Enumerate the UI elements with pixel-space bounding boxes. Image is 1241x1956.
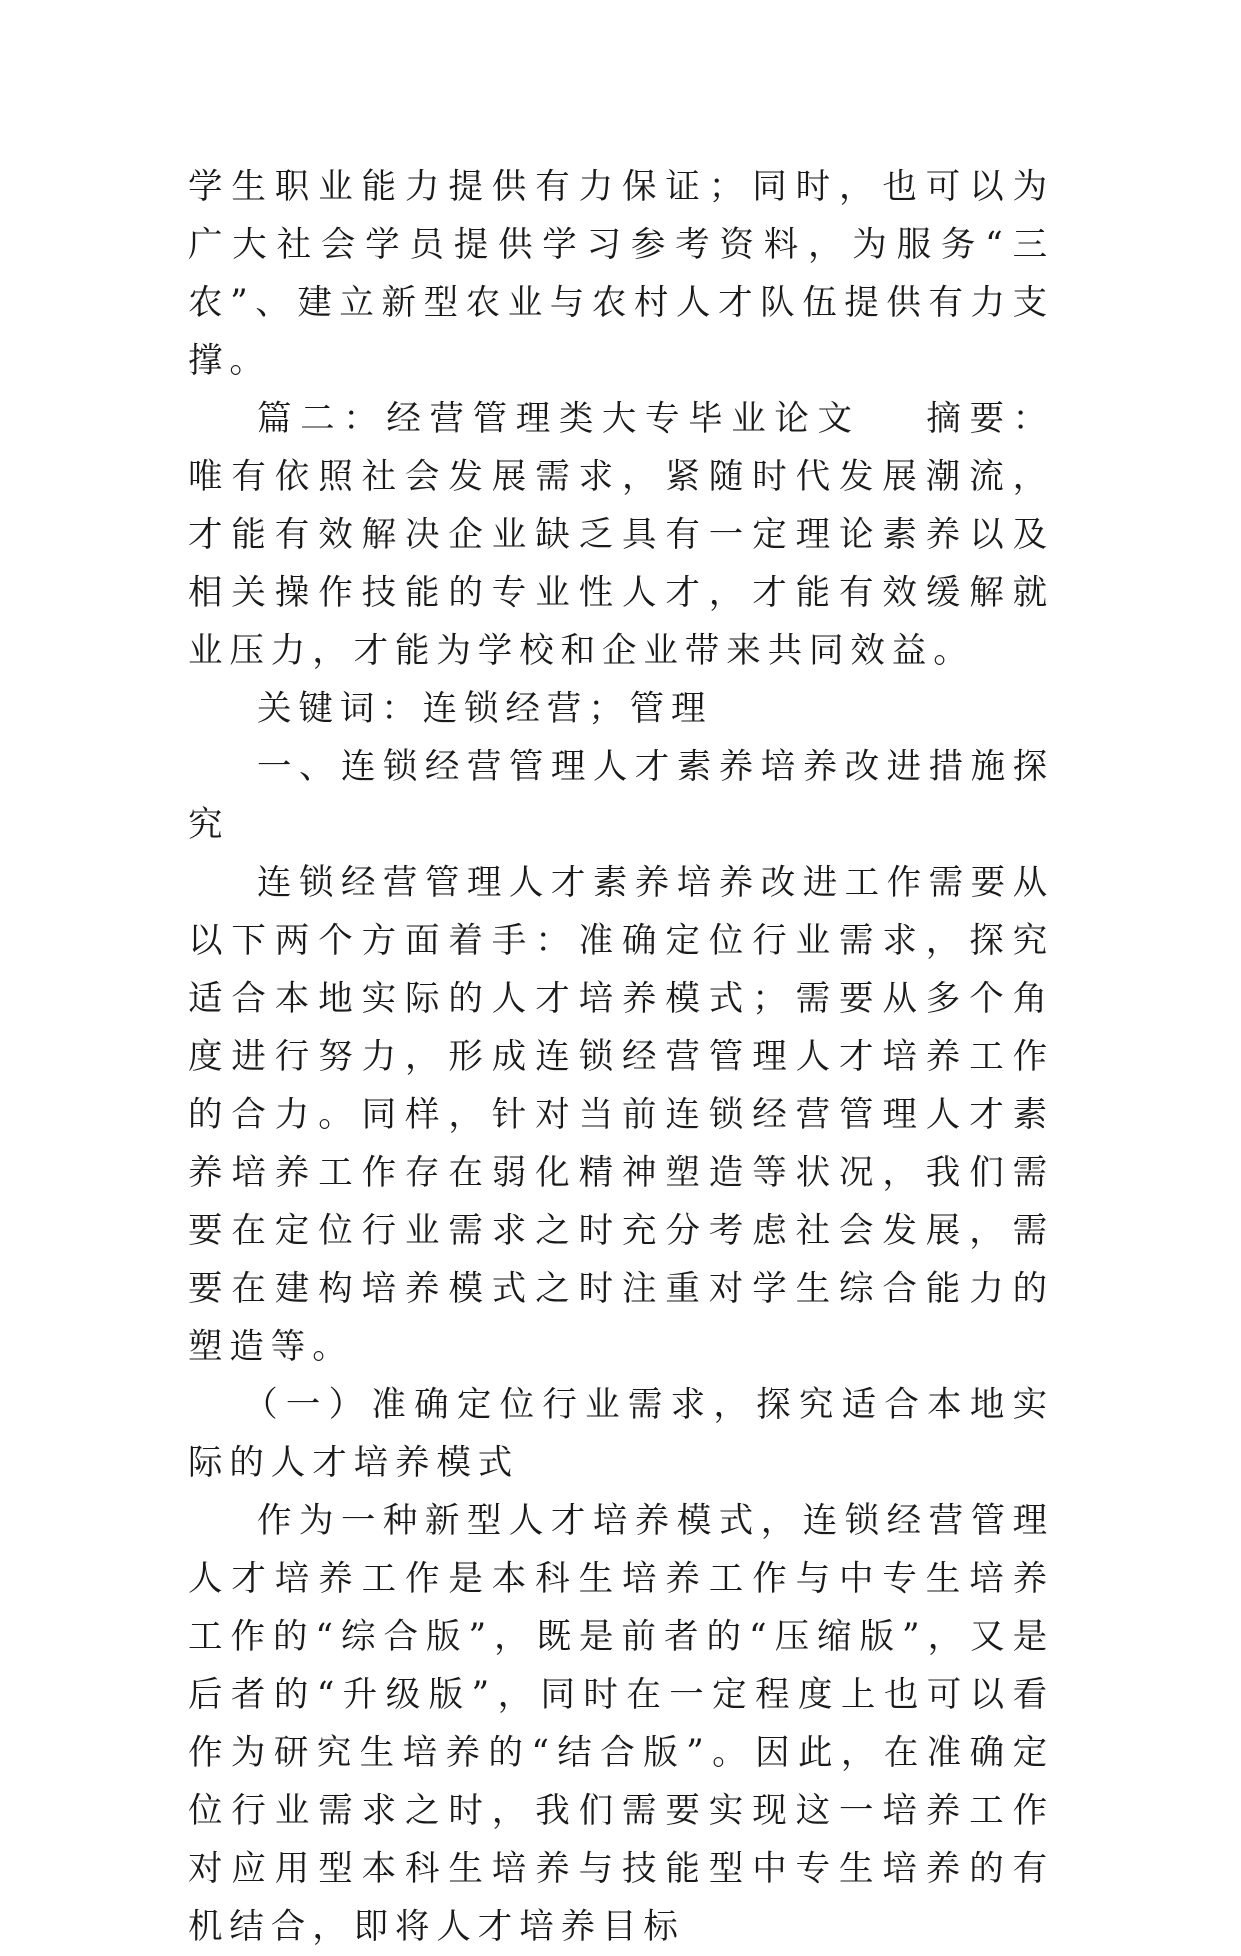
paragraph-keywords: 关键词：连锁经营；管理 (257, 689, 713, 729)
document-page (188, 158, 1054, 1956)
abstract-text: 摘要：唯有依照社会发展需求，紧随时代发展潮流，才能有效解决企业缺乏具有一定理论素养以及相关操作技能的专业性人才，才能有效缓解就业压力，才能为学校和企业带来共同效益。 (188, 399, 1054, 671)
article-title: 篇二：经营管理类大专毕业论文 (257, 399, 861, 439)
paragraph-article-two (188, 390, 1054, 680)
section-heading-1: 一、连锁经营管理人才素养培养改进措施探究 (188, 747, 1054, 845)
subsection-heading-1: （一）准确定位行业需求，探究适合本地实际的人才培养模式 (188, 1385, 1054, 1483)
paragraph-section-1-intro: 连锁经营管理人才素养培养改进工作需要从以下两个方面着手：准确定位行业需求，探究适合本地实际的人才培养模式；需要从多个角度进行努力，形成连锁经营管理人才培养工作的合力。同样，针对当前连锁经营管理人才素养培养工作存在弱化精神塑造等状况，我们需要在定位行业需求之时充分考虑社会发展，需要在建构培养模式之时注重对学生综合能力的塑造等。 (188, 863, 1054, 1367)
paragraph-subsection-1-body: 作为一种新型人才培养模式，连锁经营管理人才培养工作是本科生培养工作与中专生培养工作的“综合版”，既是前者的“压缩版”，又是后者的“升级版”，同时在一定程度上也可以看作为研究生培养的“结合版”。因此，在准确定位行业需求之时，我们需要实现这一培养工作对应用型本科生培养与技能型中专生培养的有机结合，即将人才培养目标 (188, 1501, 1054, 1947)
paragraph-continuation: 学生职业能力提供有力保证；同时，也可以为广大社会学员提供学习参考资料，为服务“三农”、建立新型农业与农村人才队伍提供有力支撑。 (188, 167, 1054, 381)
